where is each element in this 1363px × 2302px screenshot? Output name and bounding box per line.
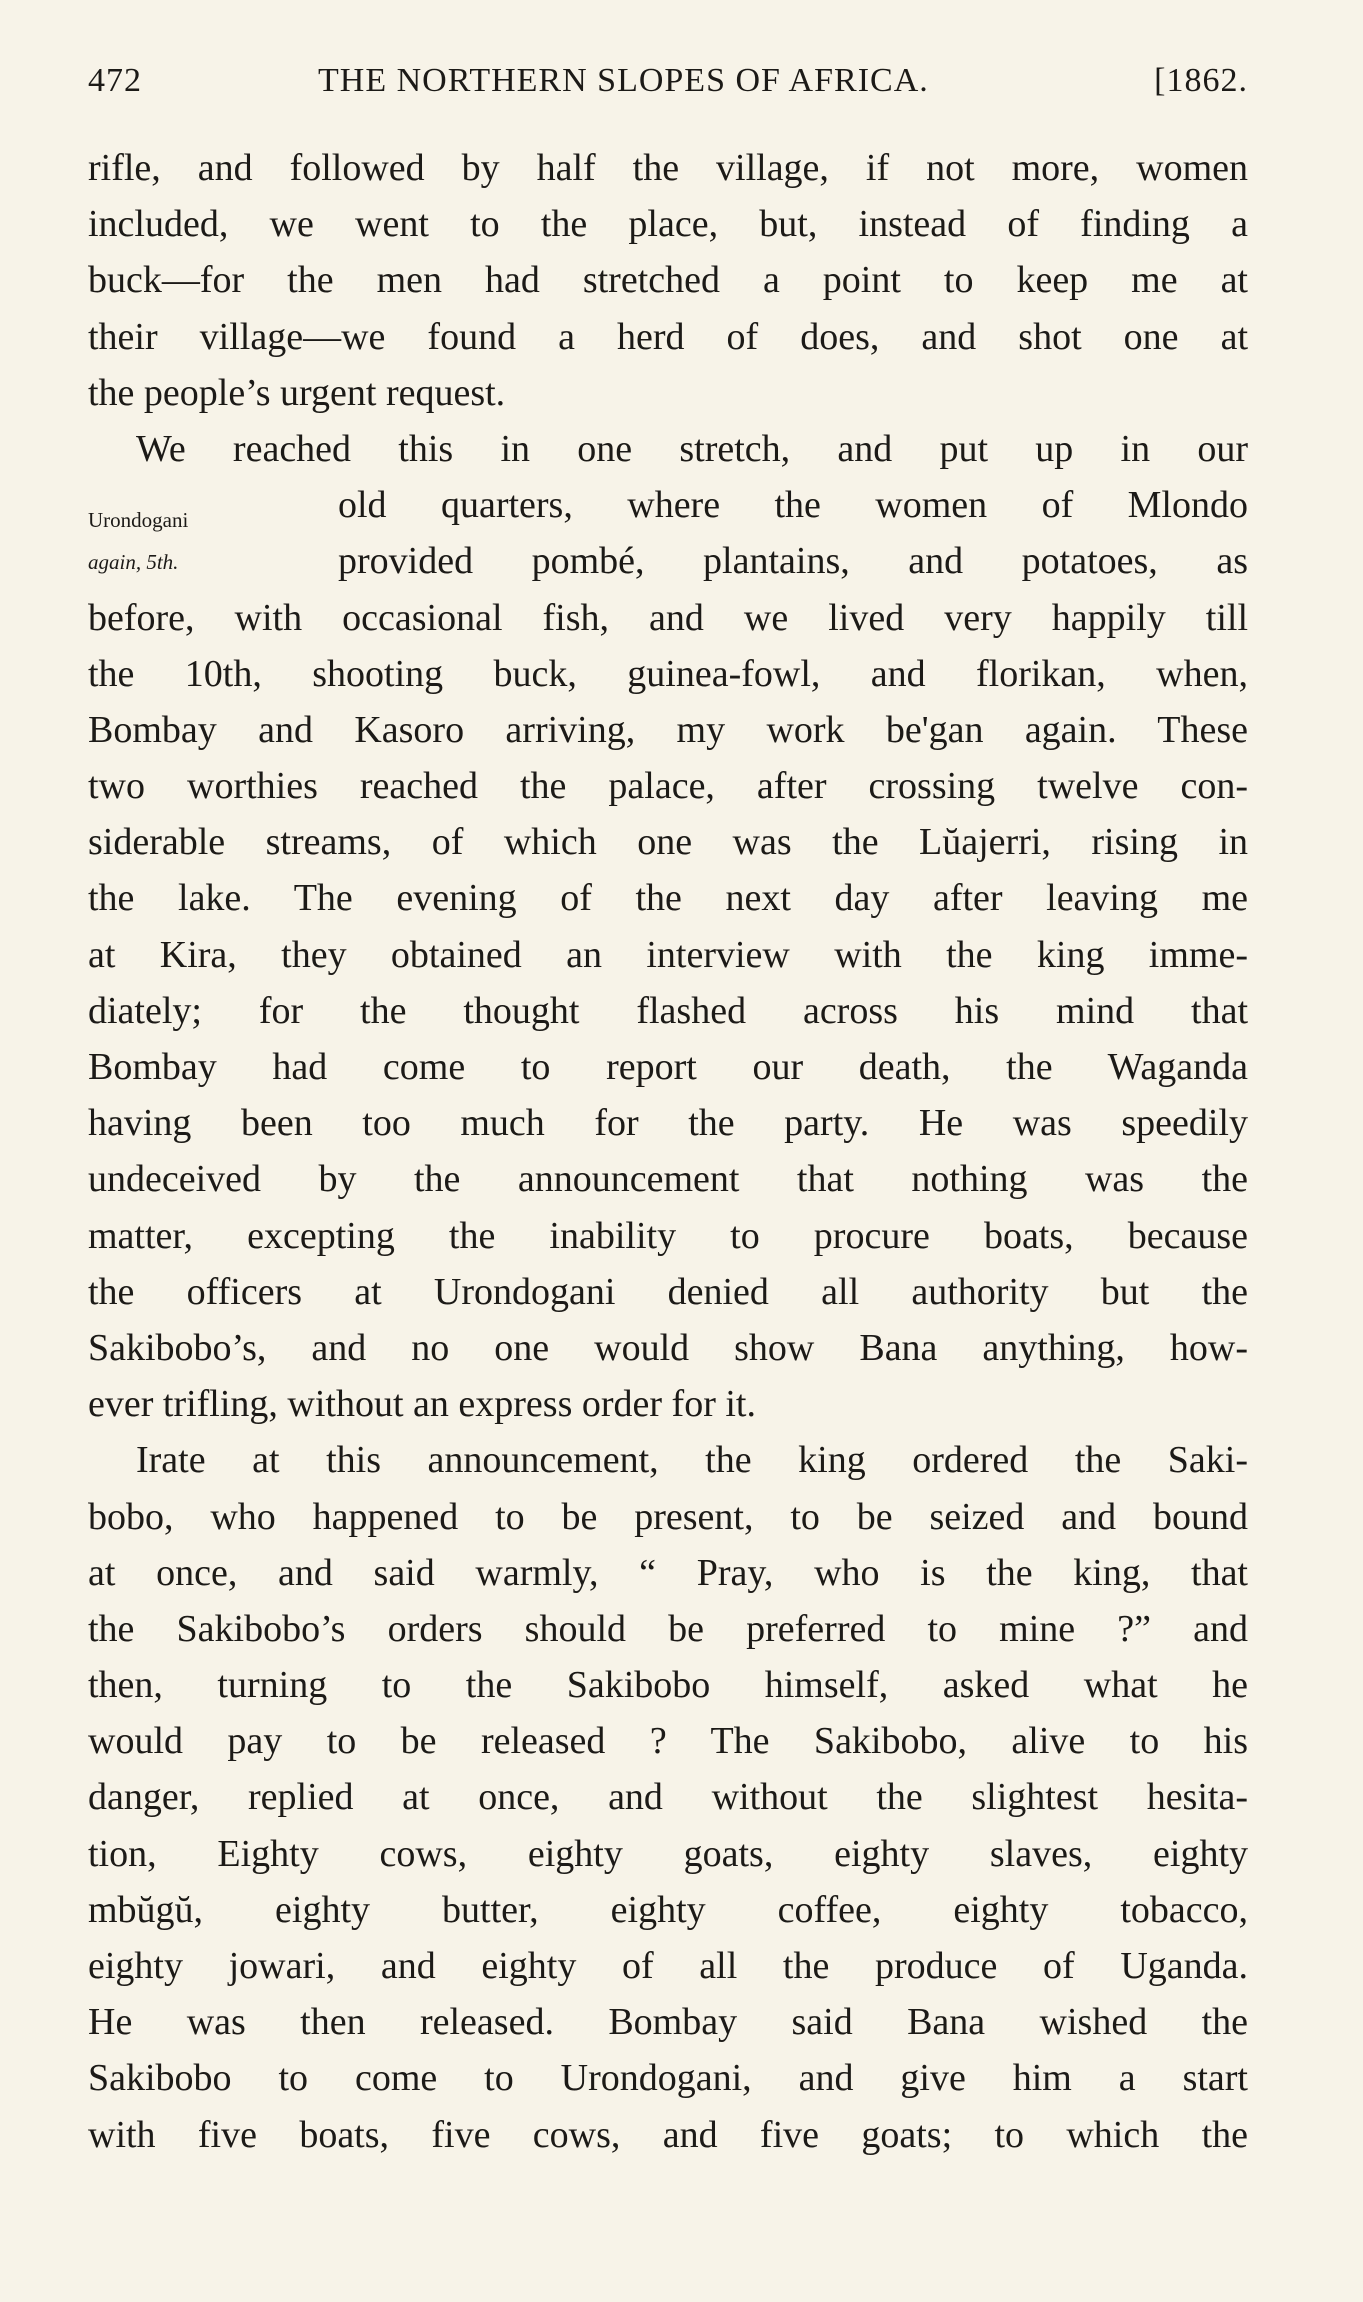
text-line: old quarters, where the women of Mlondo	[338, 484, 1248, 527]
text-line: eighty jowari, and eighty of all the produce of Uganda.	[88, 1945, 1248, 1987]
year-marker: [1862.	[1154, 62, 1248, 99]
body-text	[88, 140, 1248, 2163]
text-line: ever trifling, without an express order for it.	[88, 1383, 756, 1426]
text-line: before, with occasional fish, and we lived very happily till	[88, 596, 1248, 639]
text-line: the officers at Urondogani denied all authority but the	[88, 1270, 1248, 1313]
text-line: would pay to be released ? The Sakibobo, alive to his	[88, 1720, 1248, 1763]
text-line: having been too much for the party. He was speedily	[88, 1102, 1248, 1145]
text-line: Irate at this announcement, the king ordered the Saki-	[136, 1439, 1248, 1482]
text-line: diately; for the thought flashed across his mind that	[88, 989, 1248, 1032]
text-line: danger, replied at once, and without the slightest hesita-	[88, 1776, 1248, 1819]
margin-note-place: Urondogani	[88, 508, 189, 532]
running-title: THE NORTHERN SLOPES OF AFRICA.	[318, 62, 929, 99]
text-line: Sakibobo’s, and no one would show Bana anything, how-	[88, 1326, 1248, 1369]
text-line: Sakibobo to come to Urondogani, and give him a start	[88, 2057, 1248, 2100]
text-line: undeceived by the announcement that nothing was the	[88, 1158, 1248, 1201]
text-line: Bombay had come to report our death, the Waganda	[88, 1046, 1248, 1088]
text-line: included, we went to the place, but, instead of finding a	[88, 203, 1248, 246]
text-line: siderable streams, of which one was the Lŭajerri, rising in	[88, 821, 1248, 864]
running-header	[88, 62, 1248, 112]
text-line: Bombay and Kasoro arriving, my work be'gan again. These	[88, 708, 1248, 751]
text-line: at Kira, they obtained an interview with the king imme-	[88, 933, 1248, 976]
text-line: tion, Eighty cows, eighty goats, eighty slaves, eighty	[88, 1832, 1248, 1875]
text-line: We reached this in one stretch, and put up in our	[136, 427, 1248, 470]
page-number: 472	[88, 62, 142, 99]
text-line: at once, and said warmly, “ Pray, who is the king, that	[88, 1551, 1248, 1594]
text-line: He was then released. Bombay said Bana wished the	[88, 2001, 1248, 2044]
text-line: rifle, and followed by half the village, if not more, women	[88, 147, 1248, 189]
text-line: two worthies reached the palace, after crossing twelve con-	[88, 765, 1248, 808]
margin-note-date: again, 5th.	[88, 550, 179, 574]
text-line: with five boats, five cows, and five goats; to which the	[88, 2113, 1248, 2156]
text-line: mbŭgŭ, eighty butter, eighty coffee, eighty tobacco,	[88, 1888, 1248, 1931]
text-line: matter, excepting the inability to procure boats, because	[88, 1214, 1248, 1257]
text-line: buck—for the men had stretched a point to keep me at	[88, 259, 1248, 302]
text-line: the people’s urgent request.	[88, 371, 506, 414]
text-line: the lake. The evening of the next day after leaving me	[88, 877, 1248, 920]
text-line: then, turning to the Sakibobo himself, asked what he	[88, 1664, 1248, 1707]
text-line: provided pombé, plantains, and potatoes, as	[338, 540, 1248, 583]
text-line: the Sakibobo’s orders should be preferred to mine ?” and	[88, 1607, 1248, 1650]
text-line: their village—we found a herd of does, and shot one at	[88, 315, 1248, 358]
text-line: the 10th, shooting buck, guinea-fowl, and florikan, when,	[88, 652, 1248, 695]
text-line: bobo, who happened to be present, to be seized and bound	[88, 1495, 1248, 1538]
